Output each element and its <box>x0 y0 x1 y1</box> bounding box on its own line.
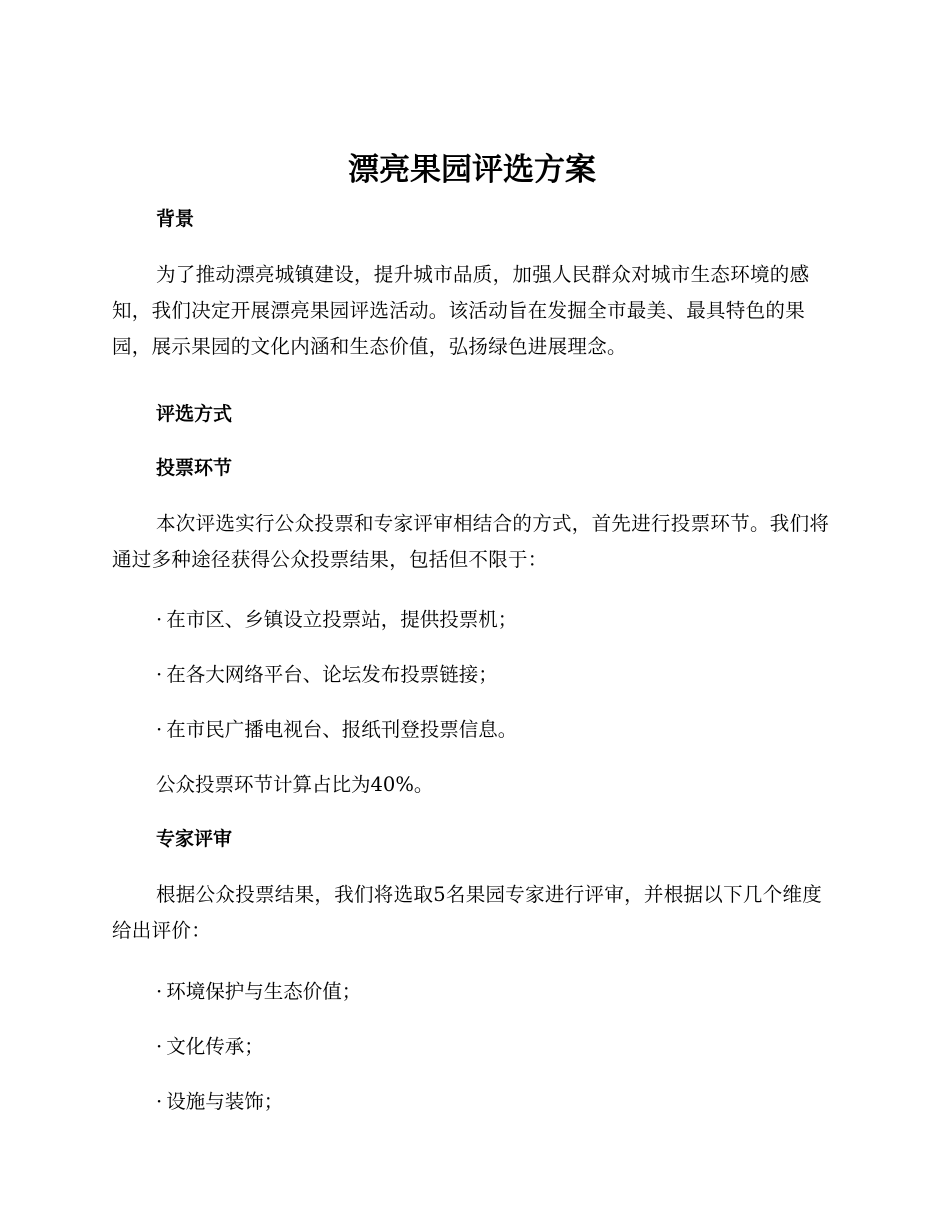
bullet-icon: · <box>156 980 163 1003</box>
bullet-icon: · <box>156 718 163 741</box>
heading-voting: 投票环节 <box>156 457 233 479</box>
list-item-text: 文化传承； <box>166 1035 264 1058</box>
bullet-icon: · <box>156 1035 163 1058</box>
list-item-text: 环境保护与生态价值； <box>166 980 362 1003</box>
paragraph-voting-ratio: 公众投票环节计算占比为40%。 <box>156 773 434 796</box>
document-title: 漂亮果园评选方案 <box>348 152 596 188</box>
heading-method: 评选方式 <box>156 403 233 425</box>
list-item-text: 在各大网络平台、论坛发布投票链接； <box>166 663 498 686</box>
bullet-icon: · <box>156 608 163 631</box>
list-item <box>156 1088 283 1116</box>
paragraph-background: 为了推动漂亮城镇建设，提升城市品质，加强人民群众对城市生态环境的感知，我们决定开展漂亮果园评选活动。该活动旨在发掘全市最美、最具特色的果园，展示果园的文化内涵和生态价值，弘扬绿色进展理念。 <box>112 263 810 358</box>
list-item <box>156 1033 264 1061</box>
list-item <box>156 716 517 744</box>
list-item <box>156 606 517 634</box>
list-item-text: 在市民广播电视台、报纸刊登投票信息。 <box>166 718 518 741</box>
heading-background: 背景 <box>156 208 195 230</box>
paragraph-voting: 本次评选实行公众投票和专家评审相结合的方式，首先进行投票环节。我们将通过多种途径获得公众投票结果，包括但不限于： <box>112 512 830 571</box>
bullet-icon: · <box>156 1090 163 1113</box>
list-item-text: 在市区、乡镇设立投票站，提供投票机； <box>166 608 518 631</box>
list-item <box>156 978 361 1006</box>
bullet-icon: · <box>156 663 163 686</box>
list-item <box>156 661 498 689</box>
heading-expert: 专家评审 <box>156 828 233 850</box>
list-item-text: 设施与装饰； <box>166 1090 284 1113</box>
paragraph-expert: 根据公众投票结果，我们将选取5名果园专家进行评审，并根据以下几个维度给出评价： <box>112 883 823 942</box>
